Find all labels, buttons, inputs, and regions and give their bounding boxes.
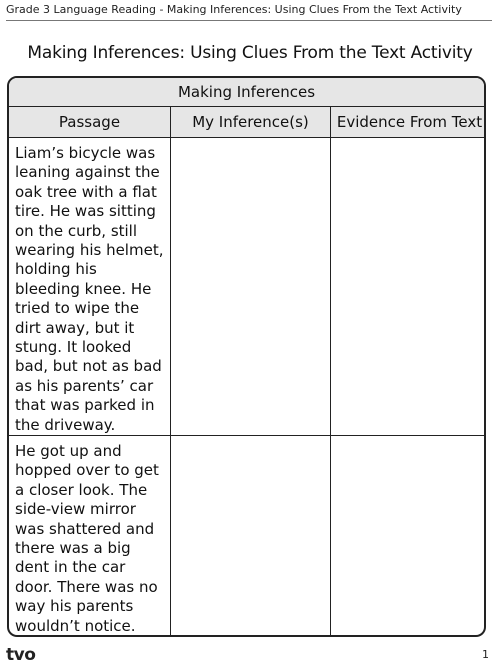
evidence-cell[interactable]: [330, 138, 486, 436]
passage-cell: [9, 138, 170, 436]
table-title: Making Inferences: [9, 78, 484, 107]
header-divider: [6, 20, 492, 21]
column-header-passage: Passage: [9, 107, 170, 138]
column-header-inference: My Inference(s): [170, 107, 330, 138]
passage-text: Liam’s bicycle was leaning against the oak tree with a flat tire. He was sitting on the curb, still wearing his helmet, holding his bleeding knee. He tried to wipe the dirt away, but it stung. It looked bad, but not as bad as his parents’ car that was parked in the driveway.: [15, 144, 164, 434]
page-number: 1: [482, 648, 489, 661]
passage-cell: [9, 436, 170, 637]
page-title: Making Inferences: Using Clues From the Text Activity: [27, 43, 473, 63]
inference-table: [7, 76, 486, 637]
tvo-logo: tvo: [6, 645, 36, 665]
inference-cell[interactable]: [170, 138, 330, 436]
inference-cell[interactable]: [170, 436, 330, 637]
passage-text: He got up and hopped over to get a closer look. The side-view mirror was shattered and there was a big dent in the car door. There was no way his parents wouldn’t notice.: [15, 442, 159, 635]
evidence-cell[interactable]: [330, 436, 486, 637]
column-header-evidence: Evidence From Text: [330, 107, 486, 138]
document-header: Grade 3 Language Reading - Making Inferences: Using Clues From the Text Activity: [6, 3, 462, 16]
